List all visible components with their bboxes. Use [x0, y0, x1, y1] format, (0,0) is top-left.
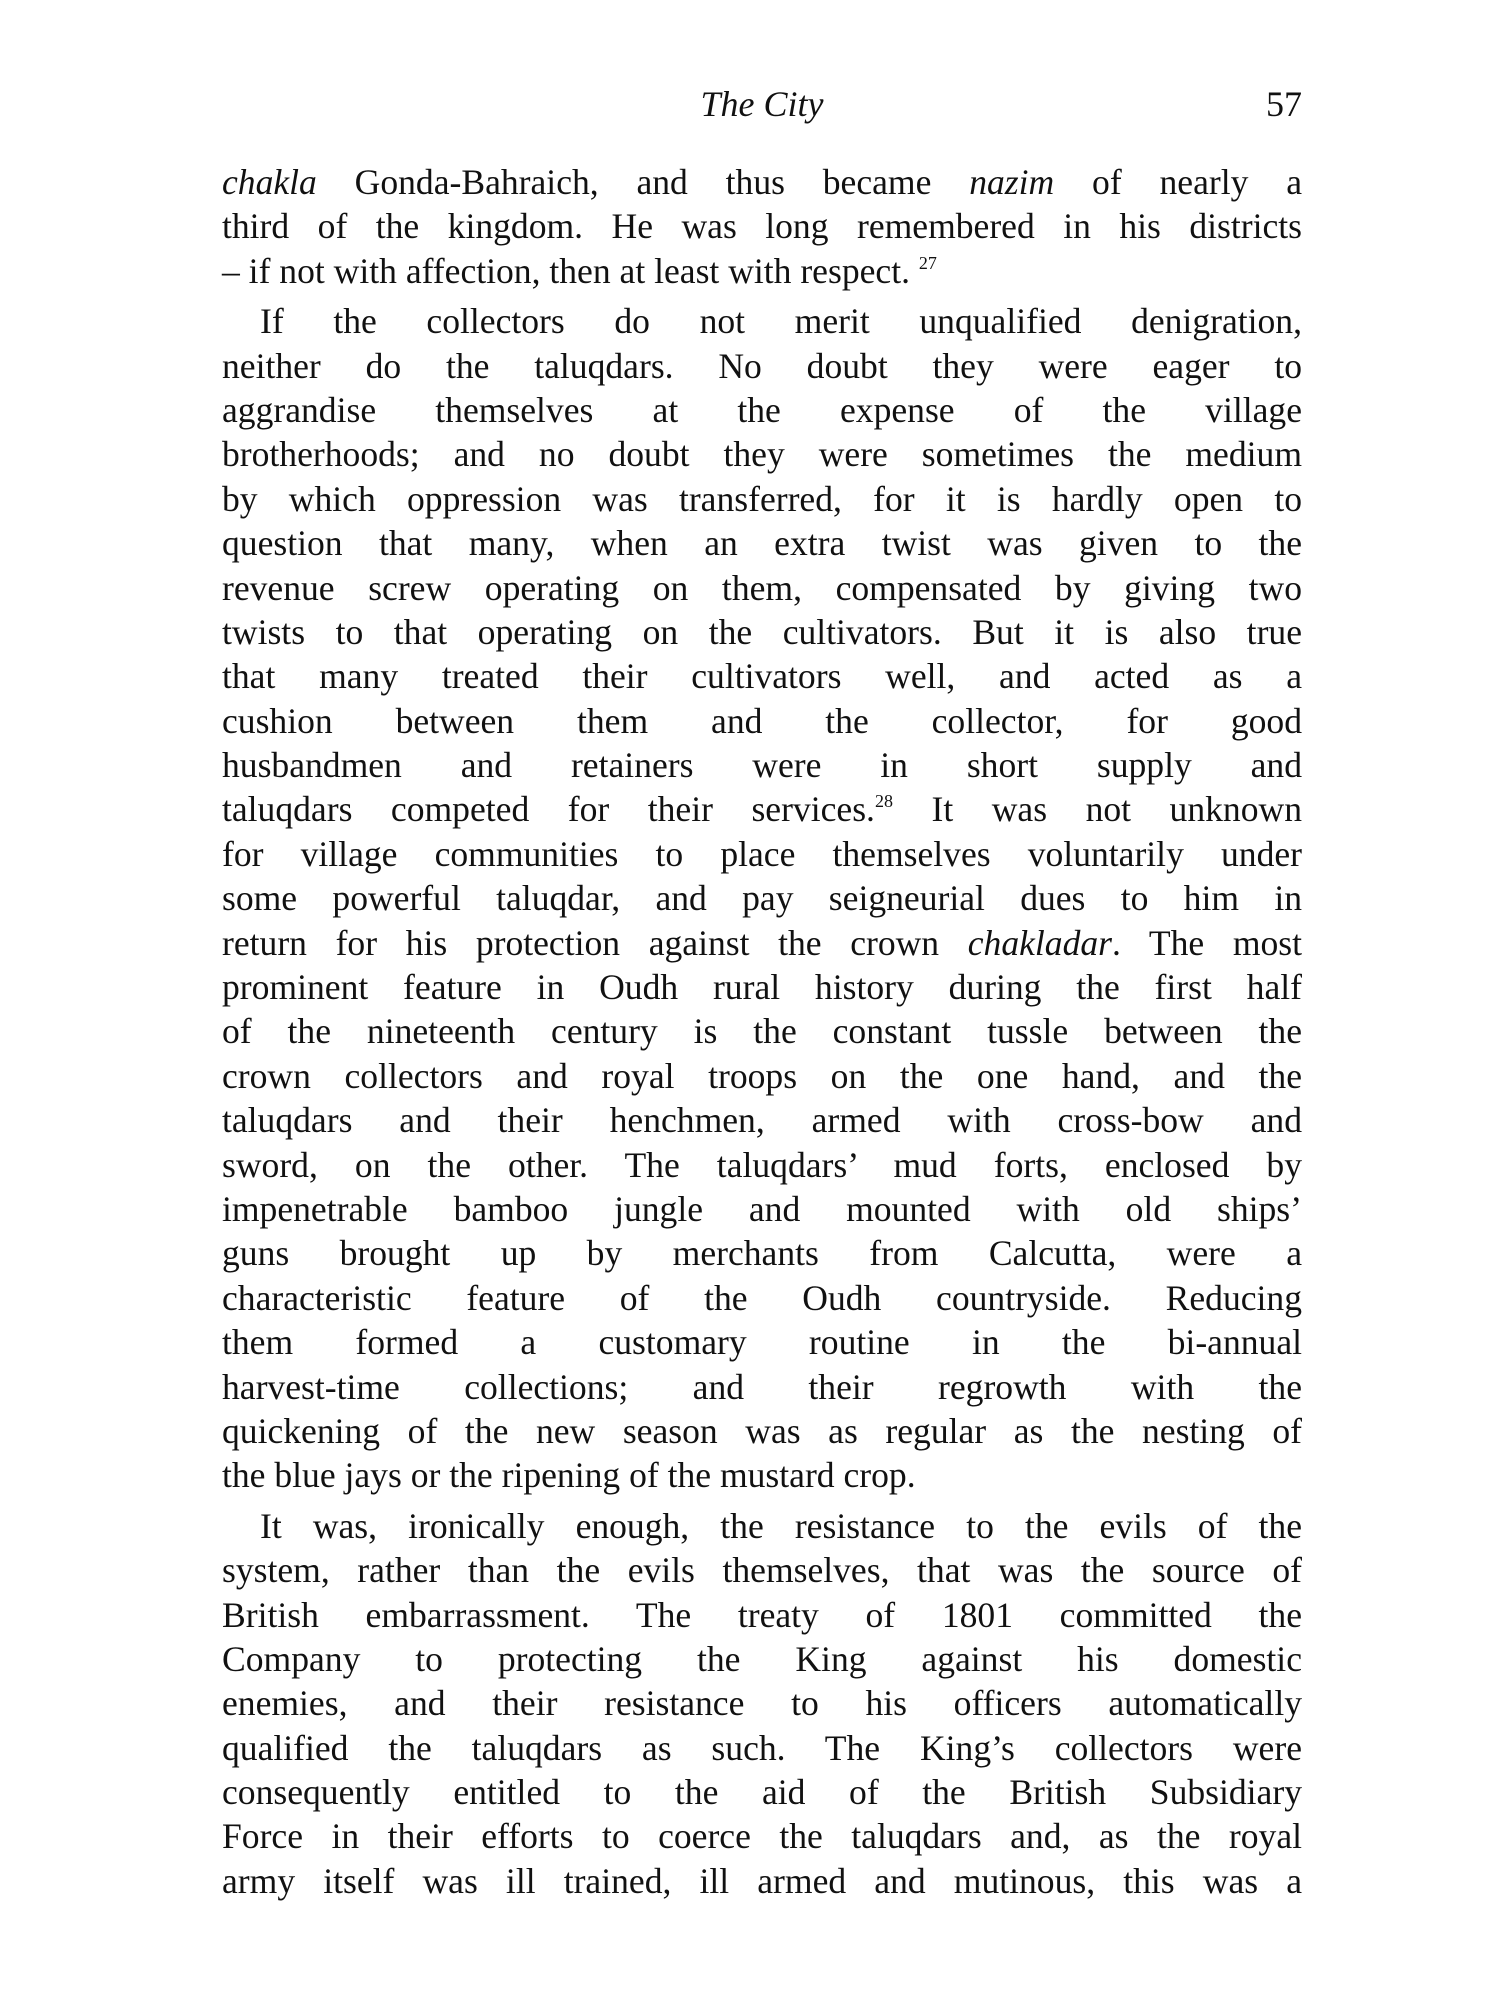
text-segment: question that many, when an extra twist was given to the — [222, 523, 1302, 564]
text-line — [222, 1859, 1302, 1903]
text-segment: cushion between them and the collector, for good — [222, 700, 1302, 741]
text-segment: for village communities to place themselves voluntarily under — [222, 833, 1302, 874]
paragraph — [222, 1504, 1302, 1904]
text-line — [222, 1814, 1302, 1858]
text-segment: characteristic feature of the Oudh countryside. Reducing — [222, 1277, 1302, 1318]
text-line — [222, 299, 1302, 343]
text-segment: enemies, and their resistance to his officers automatically — [222, 1683, 1302, 1724]
text-segment: qualified the taluqdars as such. The King’s collectors were — [222, 1727, 1302, 1768]
text-line — [222, 921, 1302, 965]
text-segment: husbandmen and retainers were in short supply and — [222, 745, 1302, 786]
text-segment: return for his protection against the crown — [222, 922, 968, 963]
text-segment: army itself was ill trained, ill armed and mutinous, this was a — [222, 1860, 1302, 1901]
text-segment: guns brought up by merchants from Calcutta, were a — [222, 1233, 1302, 1274]
text-line — [222, 699, 1302, 743]
text-line — [222, 1453, 1302, 1497]
text-segment: taluqdars competed for their services. — [222, 789, 875, 830]
paragraph — [222, 299, 1302, 1498]
text-segment: that many treated their cultivators well, and acted as a — [222, 656, 1302, 697]
text-segment: Company to protecting the King against his domestic — [222, 1638, 1302, 1679]
text-segment: the blue jays or the ripening of the mustard crop. — [222, 1455, 916, 1496]
text-line — [222, 249, 1302, 293]
text-line — [222, 566, 1302, 610]
text-line — [222, 1548, 1302, 1592]
body-text — [222, 160, 1302, 1903]
footnote-ref: 27 — [918, 252, 937, 273]
text-segment: British embarrassment. The treaty of 1801 committed the — [222, 1594, 1302, 1635]
text-line — [222, 1276, 1302, 1320]
text-segment: quickening of the new season was as regular as the nesting of — [222, 1410, 1302, 1451]
text-line — [222, 1365, 1302, 1409]
italic-term: chakladar — [967, 922, 1112, 963]
text-segment: revenue screw operating on them, compensated by giving two — [222, 567, 1302, 608]
text-line — [222, 1504, 1302, 1548]
text-line — [222, 1231, 1302, 1275]
text-line — [222, 1054, 1302, 1098]
text-segment: prominent feature in Oudh rural history during the first half — [222, 967, 1302, 1008]
text-line — [222, 344, 1302, 388]
text-line — [222, 388, 1302, 432]
text-segment: Gonda-Bahraich, and thus became — [316, 162, 970, 202]
text-line — [222, 876, 1302, 920]
text-line — [222, 1187, 1302, 1231]
text-segment: It was, ironically enough, the resistance to the evils of the — [260, 1505, 1302, 1546]
text-segment: If the collectors do not merit unqualified denigration, — [260, 301, 1302, 342]
text-line — [222, 610, 1302, 654]
text-line — [222, 1593, 1302, 1637]
text-line — [222, 1637, 1302, 1681]
page-number: 57 — [1266, 84, 1302, 124]
text-line — [222, 654, 1302, 698]
text-line — [222, 1681, 1302, 1725]
paragraph — [222, 160, 1302, 293]
text-line — [222, 1143, 1302, 1187]
text-line — [222, 1098, 1302, 1142]
text-line — [222, 477, 1302, 521]
text-segment: impenetrable bamboo jungle and mounted with old ships’ — [222, 1188, 1302, 1229]
text-segment: – if not with affection, then at least with respect. — [222, 250, 919, 291]
text-line — [222, 1770, 1302, 1814]
text-line — [222, 160, 1302, 204]
text-line — [222, 1409, 1302, 1453]
italic-term: chakla — [222, 162, 317, 202]
text-line — [222, 1009, 1302, 1053]
text-segment: crown collectors and royal troops on the one hand, and the — [222, 1055, 1302, 1096]
text-segment: some powerful taluqdar, and pay seigneurial dues to him in — [222, 878, 1302, 919]
footnote-ref: 28 — [874, 791, 893, 812]
text-line — [222, 521, 1302, 565]
text-segment: them formed a customary routine in the bi-annual — [222, 1322, 1302, 1363]
running-head — [222, 80, 1302, 140]
text-segment: taluqdars and their henchmen, armed with cross-bow and — [222, 1100, 1302, 1141]
text-segment: of the nineteenth century is the constant tussle between the — [222, 1011, 1302, 1052]
text-segment: of nearly a — [1054, 162, 1302, 202]
text-line — [222, 1320, 1302, 1364]
text-line — [222, 204, 1302, 248]
text-segment: consequently entitled to the aid of the British Subsidiary — [222, 1772, 1302, 1813]
text-line — [222, 832, 1302, 876]
text-segment: by which oppression was transferred, for it is hardly open to — [222, 478, 1302, 519]
text-segment: system, rather than the evils themselves, that was the source of — [222, 1550, 1302, 1591]
text-segment: aggrandise themselves at the expense of the village — [222, 389, 1302, 430]
text-segment: It was not unknown — [892, 789, 1302, 830]
running-head-title: The City — [700, 84, 824, 124]
text-segment: sword, on the other. The taluqdars’ mud forts, enclosed by — [222, 1144, 1302, 1185]
text-segment: Force in their efforts to coerce the taluqdars and, as the royal — [222, 1816, 1302, 1857]
text-line — [222, 432, 1302, 476]
text-line — [222, 1726, 1302, 1770]
text-line — [222, 965, 1302, 1009]
text-segment: . The most — [1112, 922, 1303, 963]
text-segment: brotherhoods; and no doubt they were sometimes the medium — [222, 434, 1302, 475]
text-segment: twists to that operating on the cultivators. But it is also true — [222, 611, 1302, 652]
text-segment: neither do the taluqdars. No doubt they were eager to — [222, 345, 1302, 386]
text-segment: harvest-time collections; and their regrowth with the — [222, 1366, 1302, 1407]
italic-term: nazim — [969, 162, 1055, 202]
text-line — [222, 743, 1302, 787]
text-segment: third of the kingdom. He was long remembered in his districts — [222, 206, 1302, 247]
text-line — [222, 787, 1302, 831]
